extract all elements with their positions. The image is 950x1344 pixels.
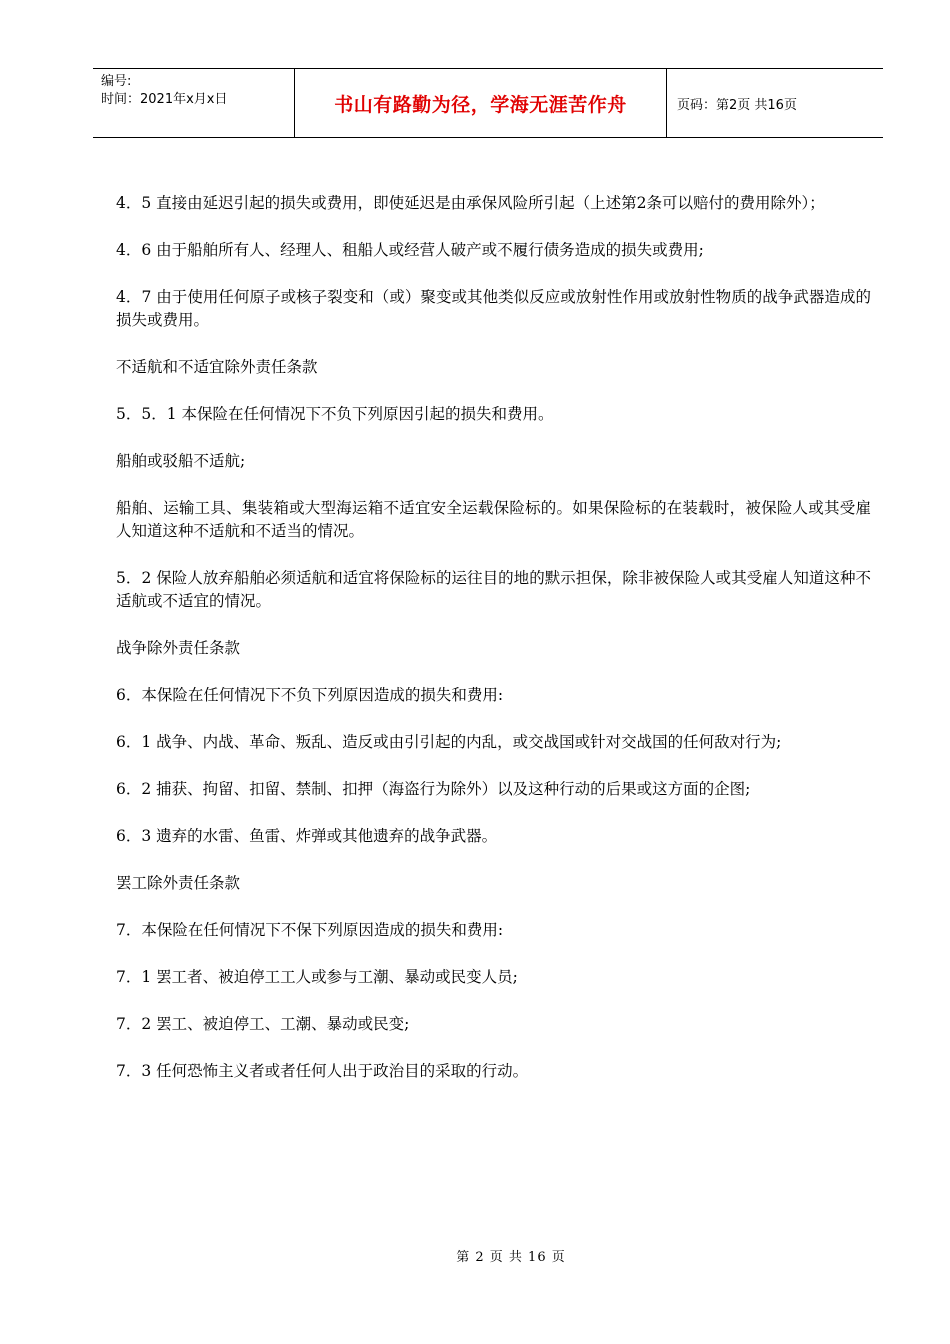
header-page-label: 页码：第2页 共16页 bbox=[677, 97, 797, 113]
time-label: 时间：2021年x月x日 bbox=[101, 92, 228, 107]
paragraph: 5．5．1 本保险在任何情况下不负下列原因引起的损失和费用。 bbox=[116, 405, 554, 423]
paragraph: 6．3 遗弃的水雷、鱼雷、炸弹或其他遗弃的战争武器。 bbox=[116, 827, 498, 845]
code-label: 编号: bbox=[101, 74, 132, 89]
section-heading: 不适航和不适宜除外责任条款 bbox=[116, 358, 318, 376]
paragraph: 7．1 罢工者、被迫停工工人或参与工潮、暴动或民变人员; bbox=[116, 968, 518, 986]
paragraph: 6．2 捕获、拘留、扣留、禁制、扣押（海盗行为除外）以及这种行动的后果或这方面的企图; bbox=[116, 780, 751, 798]
paragraph: 7．3 任何恐怖主义者或者任何人出于政治目的采取的行动。 bbox=[116, 1062, 529, 1080]
section-heading: 罢工除外责任条款 bbox=[116, 874, 241, 892]
paragraph: 6．1 战争、内战、革命、叛乱、造反或由引引起的内乱，或交战国或针对交战国的任何敌对行为; bbox=[116, 733, 782, 751]
paragraph: 4．7 由于使用任何原子或核子裂变和（或）聚变或其他类似反应或放射性作用或放射性物质的战争武器造成的损失或费用。 bbox=[116, 288, 871, 329]
paragraph: 6．本保险在任何情况下不负下列原因造成的损失和费用: bbox=[116, 686, 504, 704]
document-body bbox=[116, 192, 871, 1107]
page-footer: 第 2 页 共 16 页 bbox=[456, 1250, 566, 1265]
page-header bbox=[93, 68, 883, 138]
paragraph: 7．本保险在任何情况下不保下列原因造成的损失和费用: bbox=[116, 921, 504, 939]
paragraph: 4．5 直接由延迟引起的损失或费用，即使延迟是由承保风险所引起（上述第2条可以赔付的费用除外）； bbox=[116, 194, 825, 212]
paragraph: 5．2 保险人放弃船舶必须适航和适宜将保险标的运往目的地的默示担保，除非被保险人或其受雇人知道这种不适航或不适宜的情况。 bbox=[116, 569, 871, 610]
paragraph: 7．2 罢工、被迫停工、工潮、暴动或民变; bbox=[116, 1015, 410, 1033]
paragraph: 船舶、运输工具、集装箱或大型海运箱不适宜安全运载保险标的。如果保险标的在装载时，被保险人或其受雇人知道这种不适航和不适当的情况。 bbox=[116, 499, 871, 540]
section-heading: 战争除外责任条款 bbox=[116, 639, 241, 657]
paragraph: 船舶或驳船不适航; bbox=[116, 452, 246, 470]
header-motto: 书山有路勤为径，学海无涯苦作舟 bbox=[295, 69, 667, 137]
header-meta bbox=[93, 69, 295, 137]
paragraph: 4．6 由于船舶所有人、经理人、租船人或经营人破产或不履行债务造成的损失或费用; bbox=[116, 241, 704, 259]
